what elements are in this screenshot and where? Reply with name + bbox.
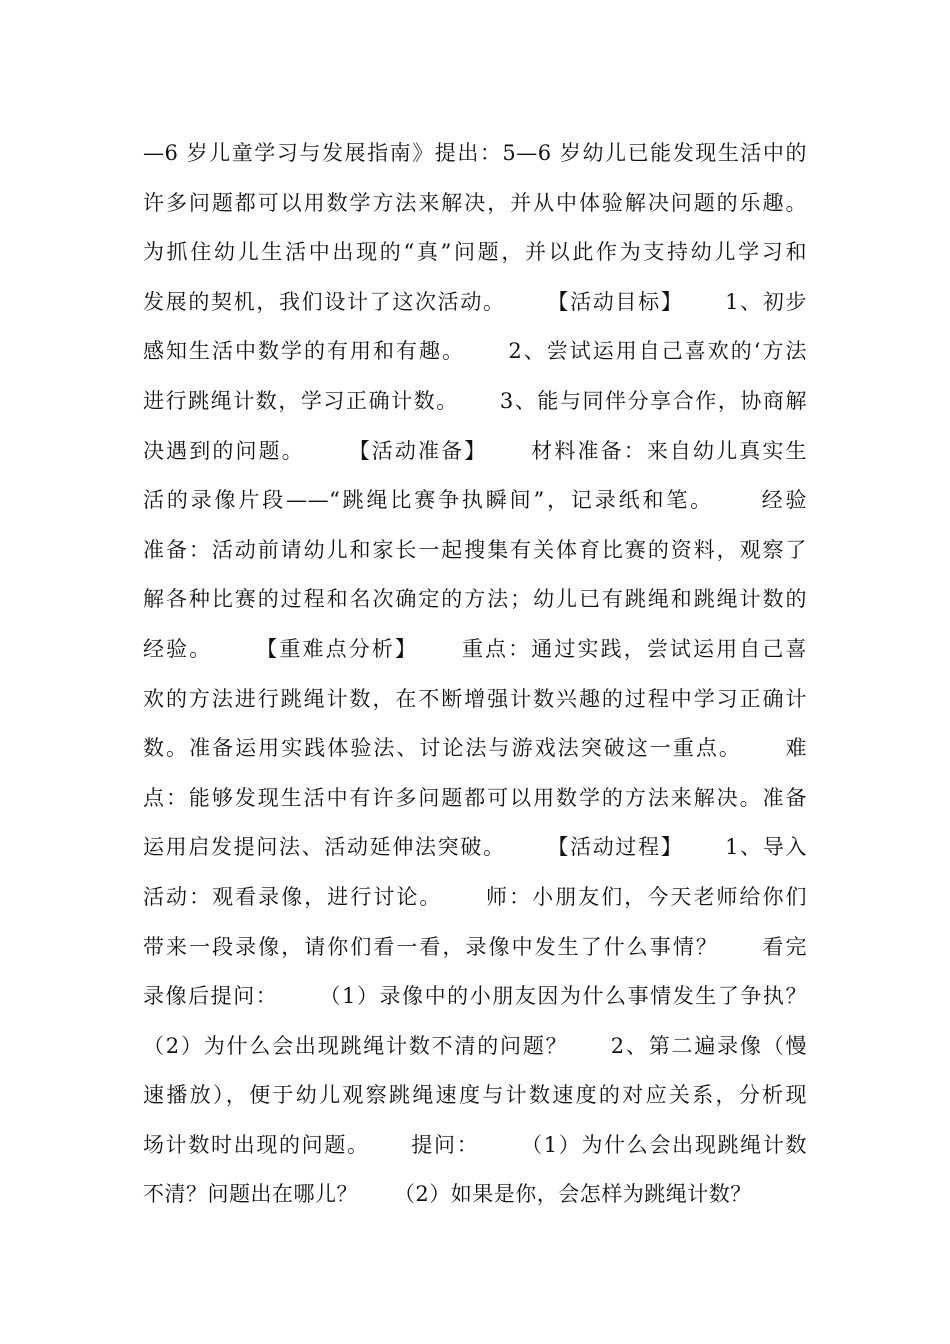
text-line-3: 为抓住幼儿生活中出现的“真”问题，并以此作为支持幼儿学习和 <box>143 240 807 265</box>
text-line-20: 速播放），便于幼儿观察跳绳速度与计数速度的对应关系，分析现 <box>143 1083 807 1108</box>
text-line-22: 不清？问题出在哪儿？ （2）如果是你，会怎样为跳绳计数？ <box>143 1182 752 1207</box>
text-line-11: 经验。 【重难点分析】 重点：通过实践，尝试运用自己喜 <box>143 636 807 661</box>
text-line-5: 感知生活中数学的有用和有趣。 2、尝试运用自己喜欢的‘方法 <box>143 339 807 364</box>
text-line-10: 解各种比赛的过程和名次确定的方法；幼儿已有跳绳和跳绳计数的 <box>143 587 807 612</box>
text-line-16: 活动：观看录像，进行讨论。 师：小朋友们，今天老师给你们 <box>143 884 807 909</box>
text-line-21: 场计数时出现的问题。 提问： （1）为什么会出现跳绳计数 <box>143 1132 807 1157</box>
text-line-6: 进行跳绳计数，学习正确计数。 3、能与同伴分享合作，协商解 <box>143 388 807 413</box>
text-line-9: 准备：活动前请幼儿和家长一起搜集有关体育比赛的资料，观察了 <box>143 537 807 562</box>
text-line-17: 带来一段录像，请你们看一看，录像中发生了什么事情？ 看完 <box>143 934 807 959</box>
text-line-7: 决遇到的问题。 【活动准备】 材料准备：来自幼儿真实生 <box>143 438 807 463</box>
text-line-4: 发展的契机，我们设计了这次活动。 【活动目标】 1、初步 <box>143 289 807 314</box>
text-line-18: 录像后提问： （1）录像中的小朋友因为什么事情发生了争执？ <box>143 984 807 1009</box>
text-line-13: 数。准备运用实践体验法、讨论法与游戏法突破这一重点。 难 <box>143 736 807 761</box>
text-line-15: 运用启发提问法、活动延伸法突破。 【活动过程】 1、导入 <box>143 835 807 860</box>
text-line-8: 活的录像片段——“跳绳比赛争执瞬间”，记录纸和笔。 经验 <box>143 488 807 513</box>
body-text <box>143 133 807 1224</box>
text-line-1: —6 岁儿童学习与发展指南》提出：5—6 岁幼儿已能发现生活中的 <box>143 141 807 165</box>
text-line-12: 欢的方法进行跳绳计数，在不断增强计数兴趣的过程中学习正确计 <box>143 686 807 711</box>
text-line-19: （2）为什么会出现跳绳计数不清的问题？ 2、第二遍录像（慢 <box>143 1033 807 1058</box>
text-line-14: 点：能够发现生活中有许多问题都可以用数学的方法来解决。准备 <box>143 785 807 810</box>
text-line-2: 许多问题都可以用数学方法来解决，并从中体验解决问题的乐趣。 <box>143 190 807 215</box>
